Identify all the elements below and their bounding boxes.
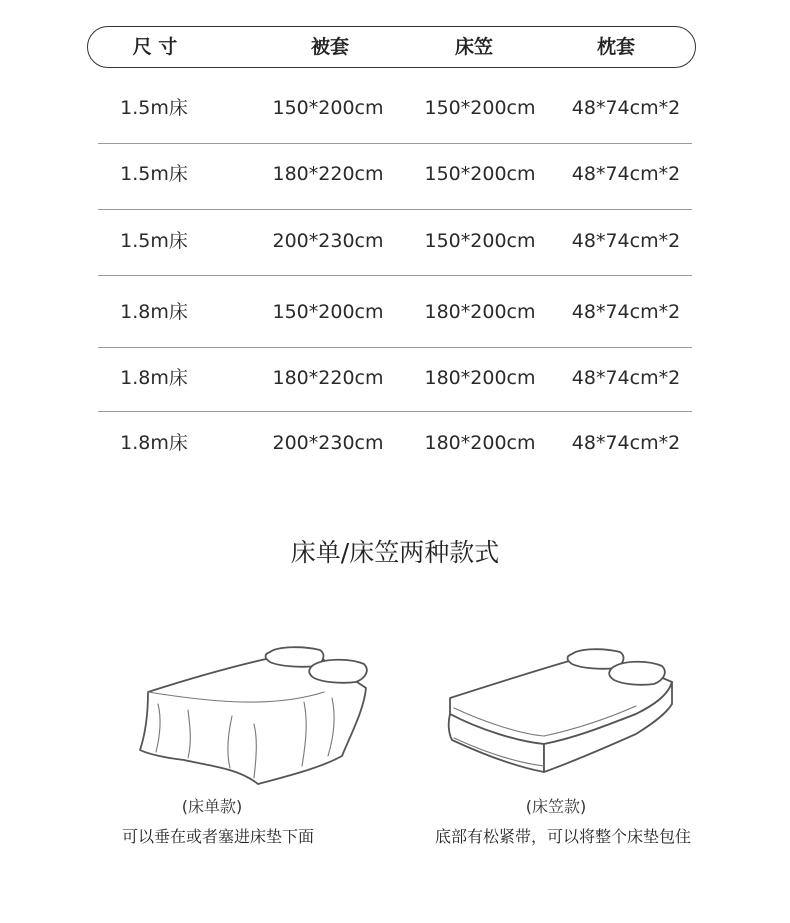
cell-bed-size: 1.5m床 <box>120 163 188 185</box>
row-divider <box>98 143 692 144</box>
row-divider <box>98 209 692 210</box>
header-size: 尺 寸 <box>132 36 178 58</box>
cell-fitted-size: 180*200cm <box>424 301 536 323</box>
fitted-sheet-description: 底部有松紧带，可以将整个床垫包住 <box>434 827 691 846</box>
cell-pillow-size: 48*74cm*2 <box>571 301 681 323</box>
cell-pillow-size: 48*74cm*2 <box>571 432 681 454</box>
cell-bed-size: 1.8m床 <box>120 432 188 454</box>
cell-duvet-size: 180*220cm <box>272 367 384 389</box>
cell-fitted-size: 180*200cm <box>424 432 536 454</box>
cell-bed-size: 1.8m床 <box>120 367 188 389</box>
cell-duvet-size: 200*230cm <box>272 230 384 252</box>
cell-fitted-size: 150*200cm <box>424 97 536 119</box>
cell-bed-size: 1.5m床 <box>120 97 188 119</box>
cell-bed-size: 1.5m床 <box>120 230 188 252</box>
cell-fitted-size: 150*200cm <box>424 230 536 252</box>
flat-sheet-bed-illustration <box>128 640 388 790</box>
cell-fitted-size: 150*200cm <box>424 163 536 185</box>
cell-bed-size: 1.8m床 <box>120 301 188 323</box>
header-fitted-sheet: 床笠 <box>454 36 493 58</box>
cell-duvet-size: 200*230cm <box>272 432 384 454</box>
section-title: 床单/床笠两种款式 <box>290 538 500 567</box>
cell-fitted-size: 180*200cm <box>424 367 536 389</box>
row-divider <box>98 275 692 276</box>
cell-pillow-size: 48*74cm*2 <box>571 163 681 185</box>
cell-pillow-size: 48*74cm*2 <box>571 367 681 389</box>
row-divider <box>98 347 692 348</box>
cell-duvet-size: 150*200cm <box>272 301 384 323</box>
fitted-sheet-bed-illustration <box>440 648 680 778</box>
fitted-sheet-label: (床笠款) <box>525 797 587 816</box>
cell-duvet-size: 180*220cm <box>272 163 384 185</box>
row-divider <box>98 411 692 412</box>
cell-pillow-size: 48*74cm*2 <box>571 230 681 252</box>
cell-duvet-size: 150*200cm <box>272 97 384 119</box>
flat-sheet-description: 可以垂在或者塞进床垫下面 <box>121 827 314 846</box>
cell-pillow-size: 48*74cm*2 <box>571 97 681 119</box>
header-pillowcase: 枕套 <box>596 36 635 58</box>
header-duvet-cover: 被套 <box>310 36 349 58</box>
flat-sheet-label: (床单款) <box>181 797 243 816</box>
